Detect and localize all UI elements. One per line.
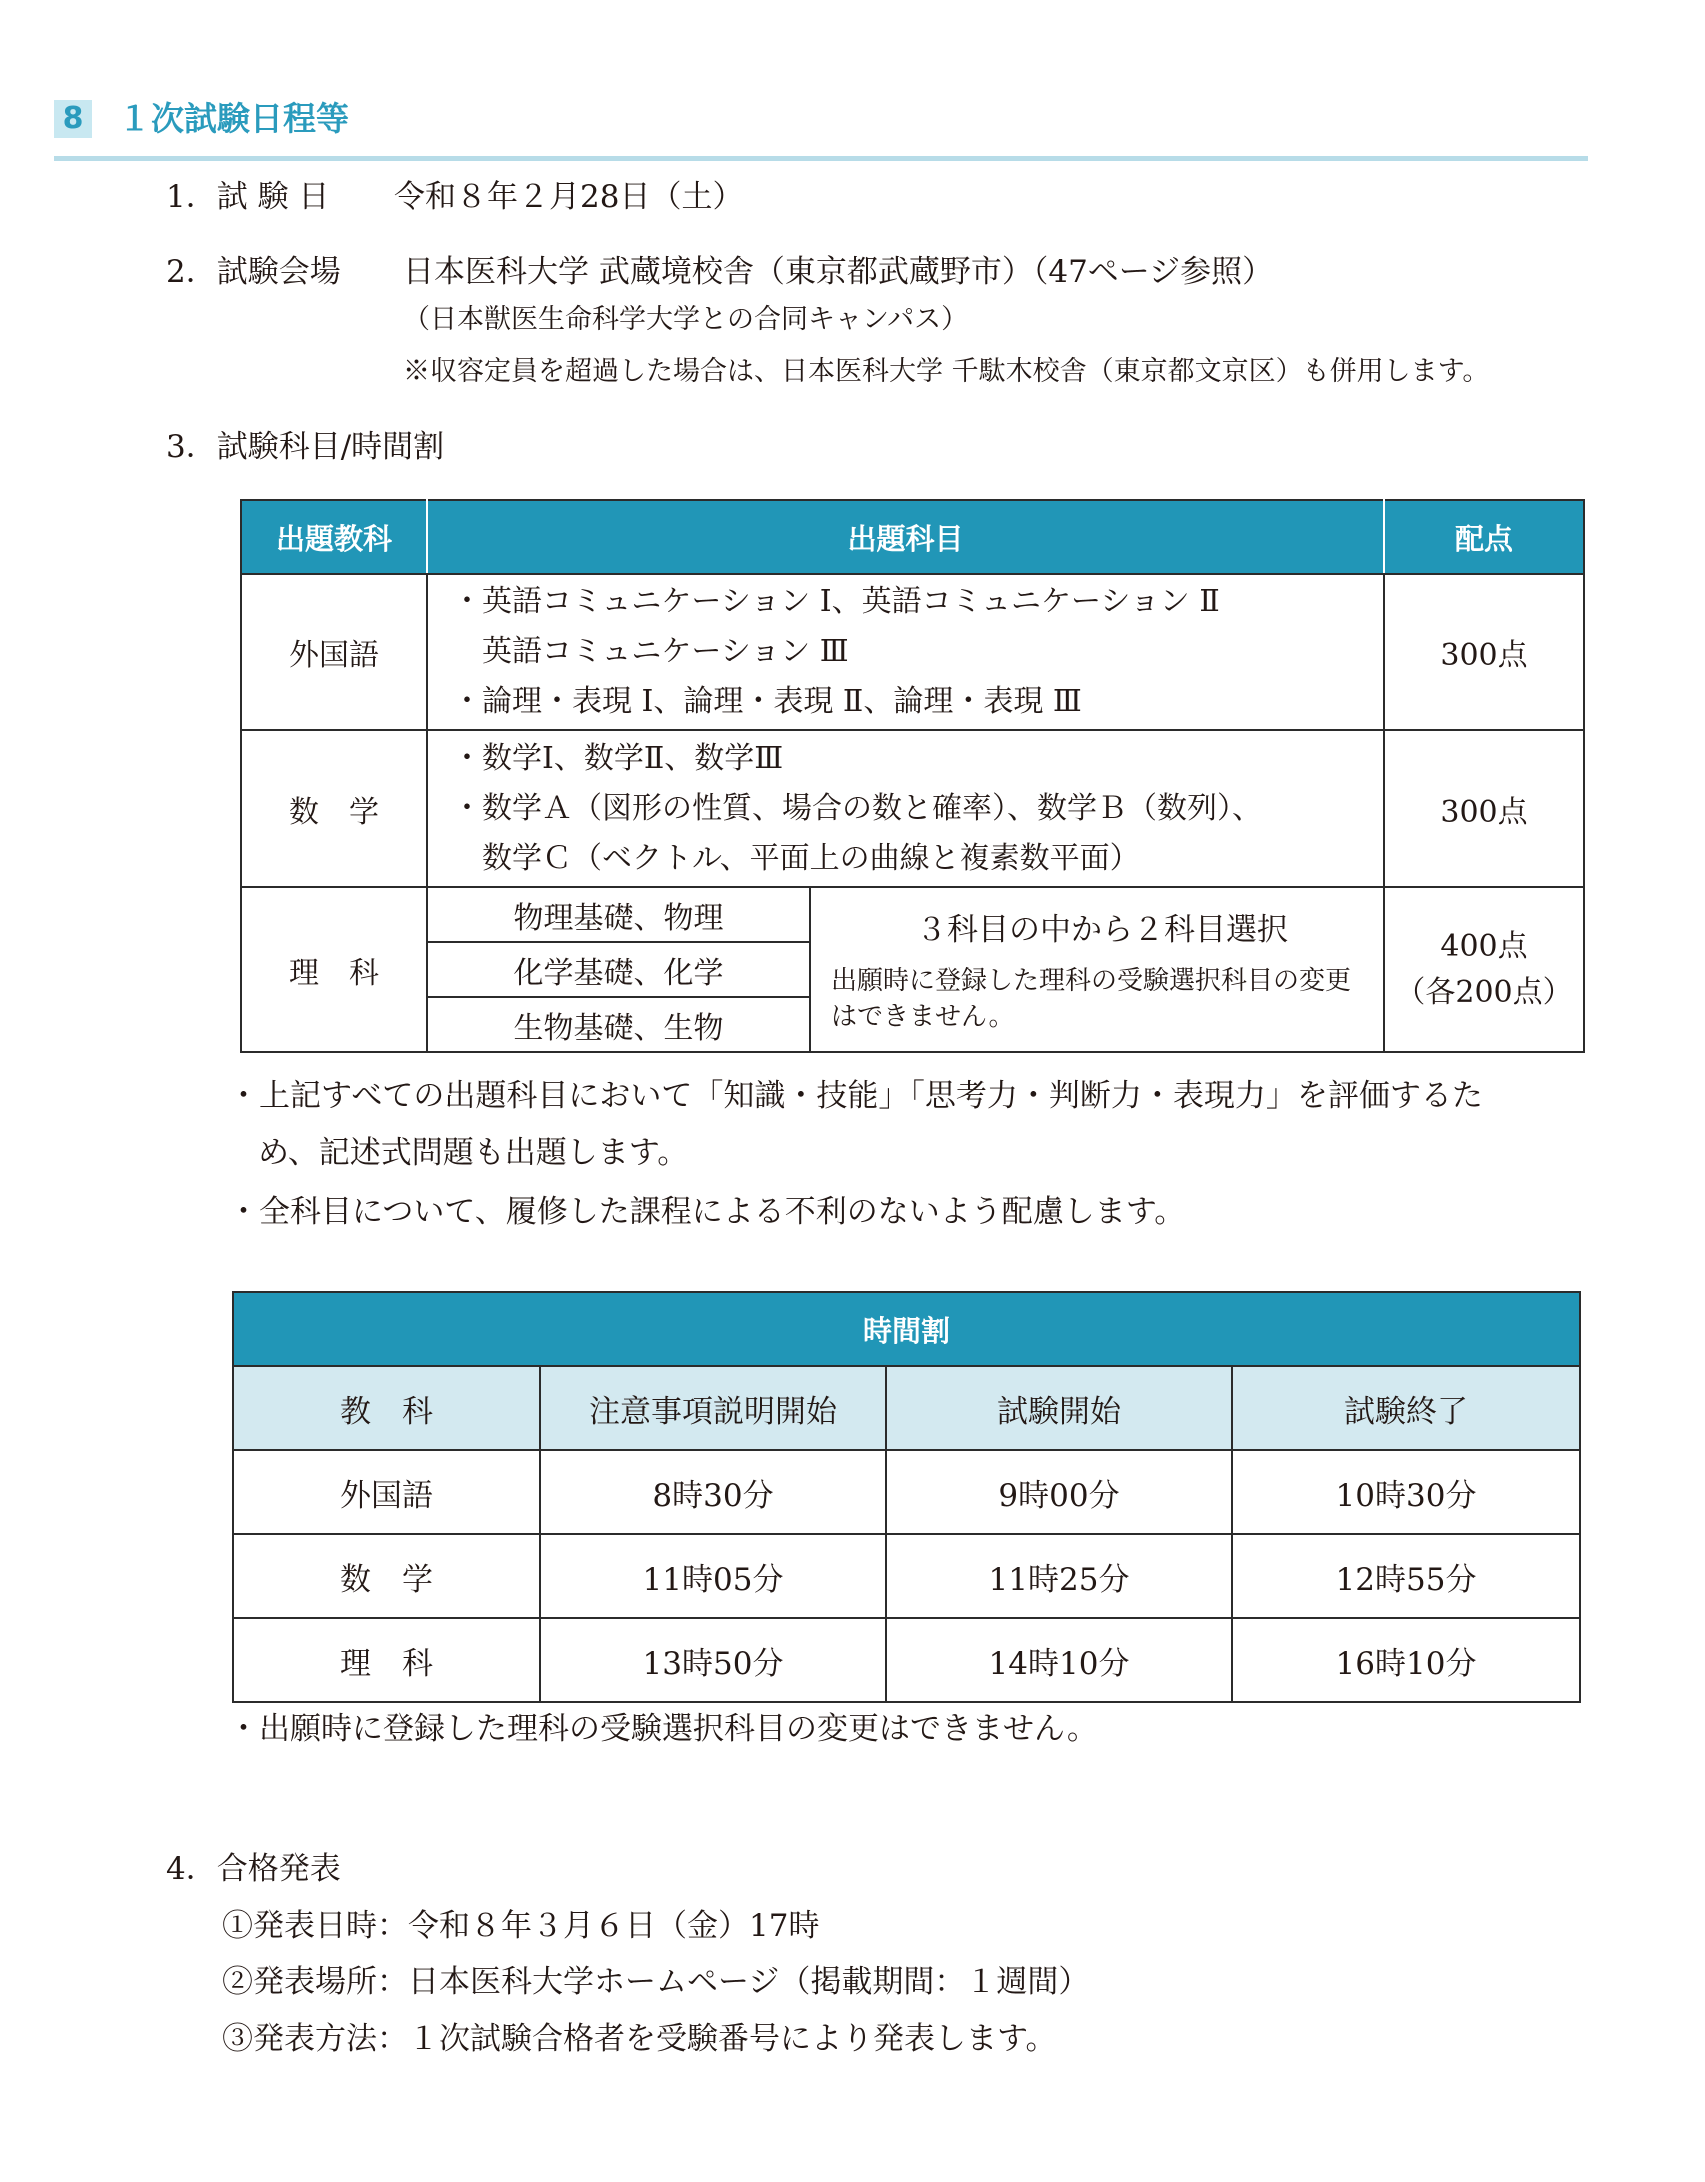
row-subject: 外国語 (233, 1450, 540, 1534)
foreign-language-points: 300点 (1384, 574, 1584, 730)
results-heading: 4．合格発表 (166, 1851, 341, 1887)
science-name: 理 科 (241, 887, 427, 1052)
row-end-time: 16時10分 (1232, 1618, 1580, 1702)
table-row (233, 1618, 1580, 1702)
timetable-caption: 時間割 (233, 1292, 1580, 1366)
header-points: 配点 (1384, 500, 1584, 574)
timetable-header-end: 試験終了 (1232, 1366, 1580, 1450)
exam-venue-label: 2．試験会場 (166, 254, 341, 290)
timetable (232, 1291, 1581, 1703)
timetable-header-subject: 教 科 (233, 1366, 540, 1450)
row-briefing-time: 11時05分 (540, 1534, 886, 1618)
row-end-time: 10時30分 (1232, 1450, 1580, 1534)
row-start-time: 9時00分 (886, 1450, 1232, 1534)
science-option-biology: 生物基礎、生物 (427, 997, 810, 1052)
section-title: １次試験日程等 (118, 99, 349, 138)
science-selection-note: ３科目の中から２科目選択 出願時に登録した理科の受験選択科目の変更はできません。 (810, 887, 1384, 1052)
row-start-time: 14時10分 (886, 1618, 1232, 1702)
timetable-header-start: 試験開始 (886, 1366, 1232, 1450)
timetable-note: ・出願時に登録した理科の受験選択科目の変更はできません。 (228, 1711, 1098, 1747)
header-subject-area: 出題教科 (241, 500, 427, 574)
note-evaluation-line1: ・上記すべての出題科目において「知識・技能」「思考力・判断力・表現力」を評価するた (228, 1078, 1483, 1114)
section-divider (54, 156, 1588, 161)
results-method: ③発表方法：１次試験合格者を受験番号により発表します。 (222, 2021, 1057, 2057)
timetable-header-briefing: 注意事項説明開始 (540, 1366, 886, 1450)
science-option-chemistry: 化学基礎、化学 (427, 942, 810, 997)
foreign-language-name: 外国語 (241, 574, 427, 730)
science-points: 400点 （各200点） (1384, 887, 1584, 1052)
foreign-language-subjects: ・英語コミュニケーション Ⅰ、英語コミュニケーション Ⅱ 英語コミュニケーション Ⅲ ・論理・表現 Ⅰ、論理・表現 Ⅱ、論理・表現 Ⅲ (427, 574, 1384, 730)
subjects-heading: 3．試験科目/時間割 (166, 429, 445, 465)
header-subjects: 出題科目 (427, 500, 1384, 574)
row-subject: 理 科 (233, 1618, 540, 1702)
subjects-table (240, 499, 1585, 1053)
row-end-time: 12時55分 (1232, 1534, 1580, 1618)
table-row (233, 1450, 1580, 1534)
row-subject: 数 学 (233, 1534, 540, 1618)
results-place: ②発表場所：日本医科大学ホームページ（掲載期間：１週間） (222, 1964, 1090, 2000)
exam-venue-overflow-note: ※収容定員を超過した場合は、日本医科大学 千駄木校舎（東京都文京区）も併用します。 (403, 356, 1490, 387)
exam-date-label: 1．試 験 日 (166, 179, 330, 215)
table-row (233, 1534, 1580, 1618)
row-briefing-time: 13時50分 (540, 1618, 886, 1702)
exam-date-value: 令和８年２月28日（土） (394, 179, 744, 215)
section-number: 8 (54, 100, 92, 138)
note-evaluation-line2: め、記述式問題も出題します。 (258, 1135, 689, 1171)
row-briefing-time: 8時30分 (540, 1450, 886, 1534)
results-date: ①発表日時：令和８年３月６日（金）17時 (222, 1908, 820, 1944)
exam-venue-value: 日本医科大学 武蔵境校舎（東京都武蔵野市）（47ページ参照） (403, 254, 1274, 290)
exam-venue-note: （日本獣医生命科学大学との合同キャンパス） (403, 304, 969, 335)
math-name: 数 学 (241, 730, 427, 887)
note-fairness: ・全科目について、履修した課程による不利のないよう配慮します。 (228, 1194, 1186, 1230)
science-option-physics: 物理基礎、物理 (427, 887, 810, 942)
row-start-time: 11時25分 (886, 1534, 1232, 1618)
math-points: 300点 (1384, 730, 1584, 887)
math-subjects: ・数学Ⅰ、数学Ⅱ、数学Ⅲ ・数学Ａ（図形の性質、場合の数と確率）、数学Ｂ（数列）、 数学Ｃ（ベクトル、平面上の曲線と複素数平面） (427, 730, 1384, 887)
